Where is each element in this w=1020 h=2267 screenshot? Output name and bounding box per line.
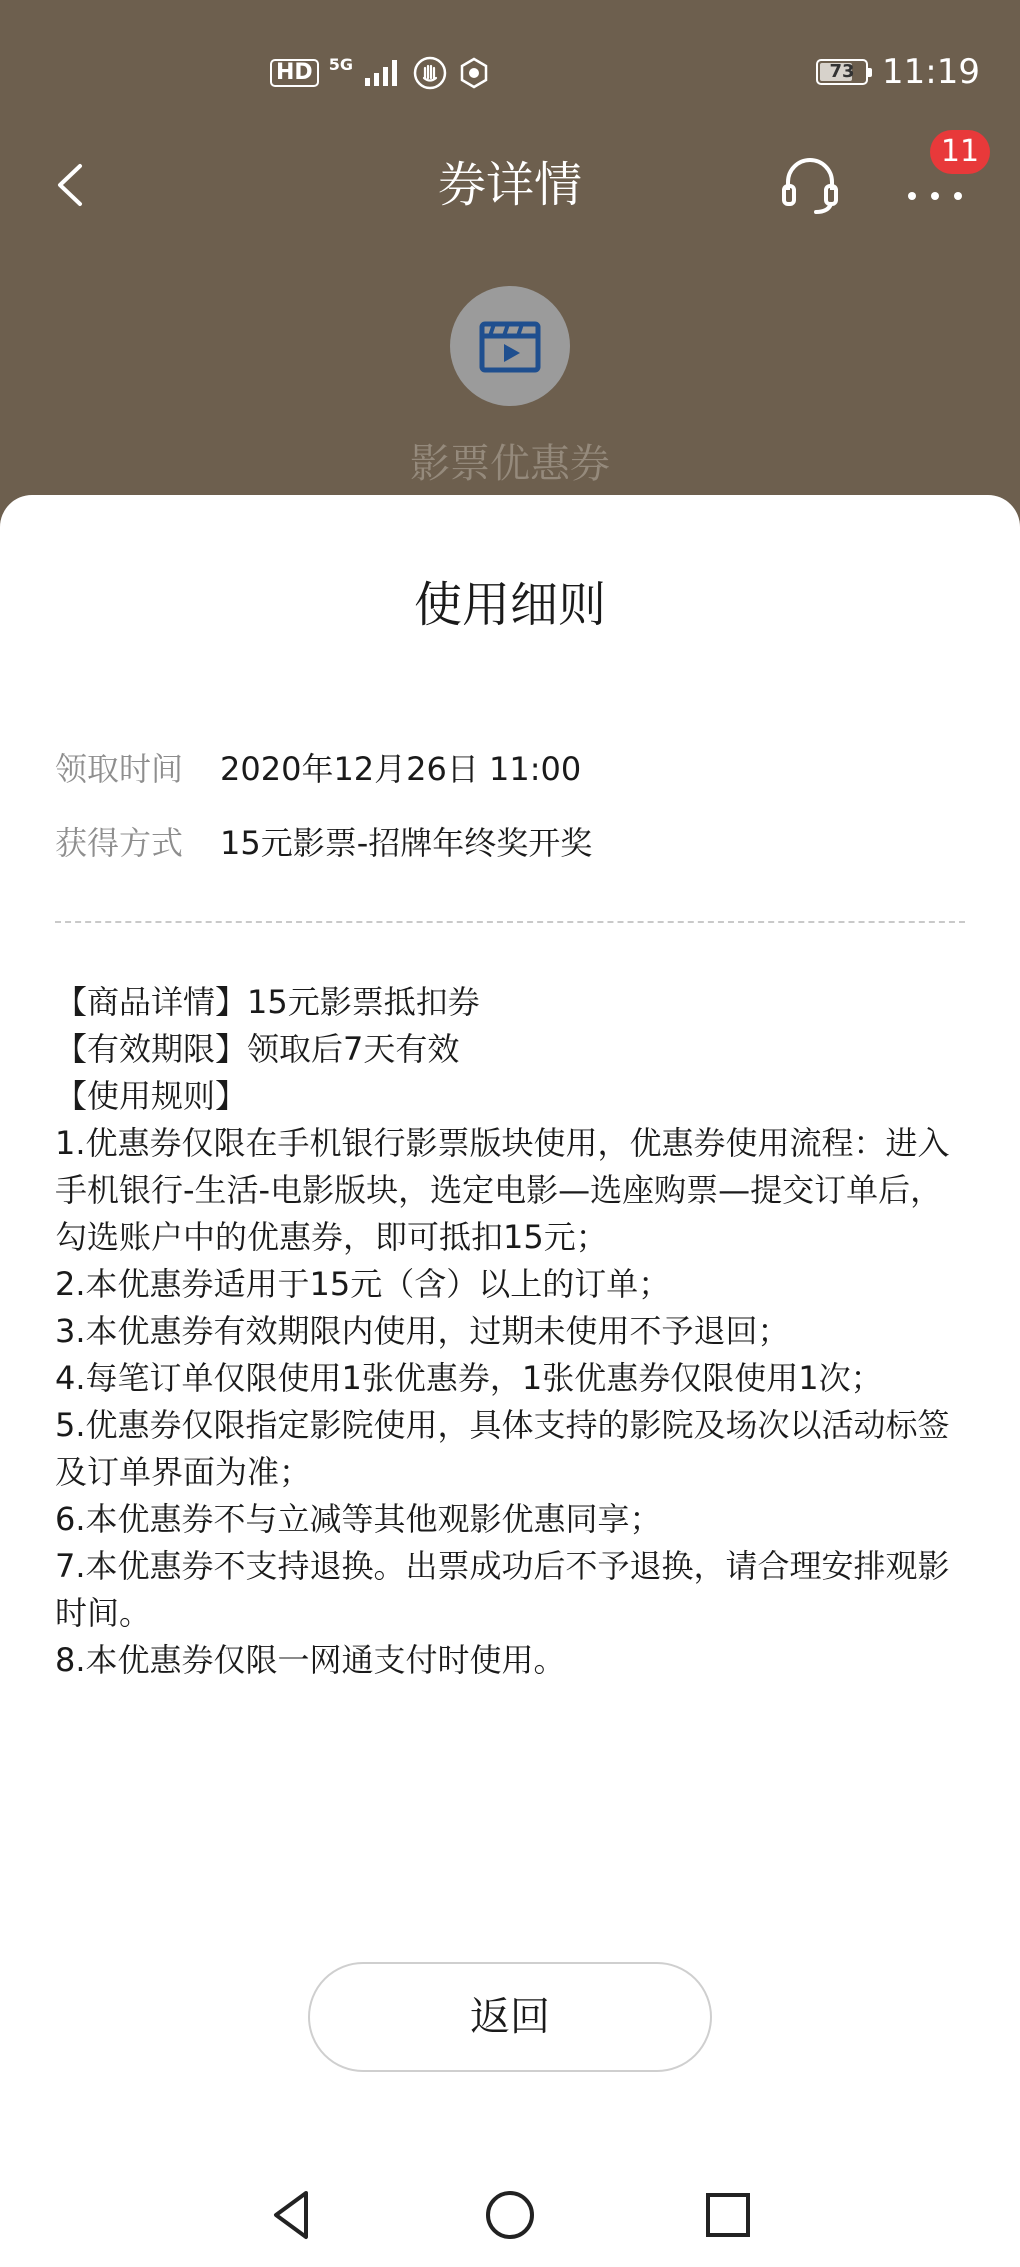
network-type: 5G — [328, 55, 353, 74]
nav-bar — [0, 134, 1020, 230]
return-button[interactable]: 返回 — [308, 1962, 712, 2072]
home-circle-icon[interactable] — [480, 2185, 540, 2245]
rules-text — [55, 979, 965, 1684]
rule-line: 【有效期限】领取后7天有效 — [55, 1030, 460, 1068]
info-value: 2020年12月26日 11:00 — [220, 750, 582, 788]
status-left — [270, 56, 491, 90]
hand-icon — [413, 56, 447, 90]
rule-line: 5.优惠券仅限指定影院使用，具体支持的影院及场次以活动标签及订单界面为准； — [55, 1406, 950, 1491]
rule-line: 8.本优惠券仅限一网通支付时使用。 — [55, 1641, 566, 1679]
recents-square-icon[interactable] — [698, 2185, 758, 2245]
info-value: 15元影票-招牌年终奖开奖 — [220, 824, 593, 862]
battery-icon — [816, 59, 868, 85]
info-row-source — [55, 821, 592, 865]
rule-line: 3.本优惠券有效期限内使用，过期未使用不予退回； — [55, 1312, 790, 1350]
rule-line: 6.本优惠券不与立减等其他观影优惠同享； — [55, 1500, 662, 1538]
shield-icon — [457, 56, 491, 90]
back-triangle-icon[interactable] — [262, 2185, 322, 2245]
rule-line: 【商品详情】15元影票抵扣券 — [55, 983, 480, 1021]
rule-line: 2.本优惠券适用于15元（含）以上的订单； — [55, 1265, 671, 1303]
movie-clapper-icon — [450, 286, 570, 406]
coupon-name: 影票优惠券 — [410, 441, 610, 487]
hd-indicator: HD — [270, 59, 319, 87]
info-label: 获得方式 — [55, 824, 184, 862]
clock: 11:19 — [882, 52, 980, 92]
notification-badge: 11 — [930, 130, 990, 174]
rules-sheet — [0, 495, 1020, 2267]
headset-icon[interactable] — [780, 150, 840, 220]
status-bar — [0, 0, 1020, 150]
info-row-claim-time — [55, 747, 581, 791]
status-right — [816, 52, 980, 92]
rule-line: 【使用规则】 — [55, 1077, 248, 1115]
sheet-title: 使用细则 — [413, 577, 606, 633]
info-label: 领取时间 — [55, 750, 184, 788]
rule-line: 1.优惠券仅限在手机银行影票版块使用，优惠券使用流程：进入手机银行-生活-电影版块，选定电影—选座购票—提交订单后，勾选账户中的优惠券，即可抵扣15元； — [55, 1124, 950, 1256]
coupon-type-icon — [450, 286, 570, 406]
rule-line: 4.每笔订单仅限使用1张优惠券，1张优惠券仅限使用1次； — [55, 1359, 883, 1397]
signal-icon — [363, 58, 403, 88]
system-nav-bar — [0, 2160, 1020, 2260]
dashed-divider — [55, 921, 965, 923]
page-title: 券详情 — [437, 157, 582, 213]
rule-line: 7.本优惠券不支持退换。出票成功后不予退换，请合理安排观影时间。 — [55, 1547, 950, 1632]
battery-level: 73 — [829, 61, 855, 82]
